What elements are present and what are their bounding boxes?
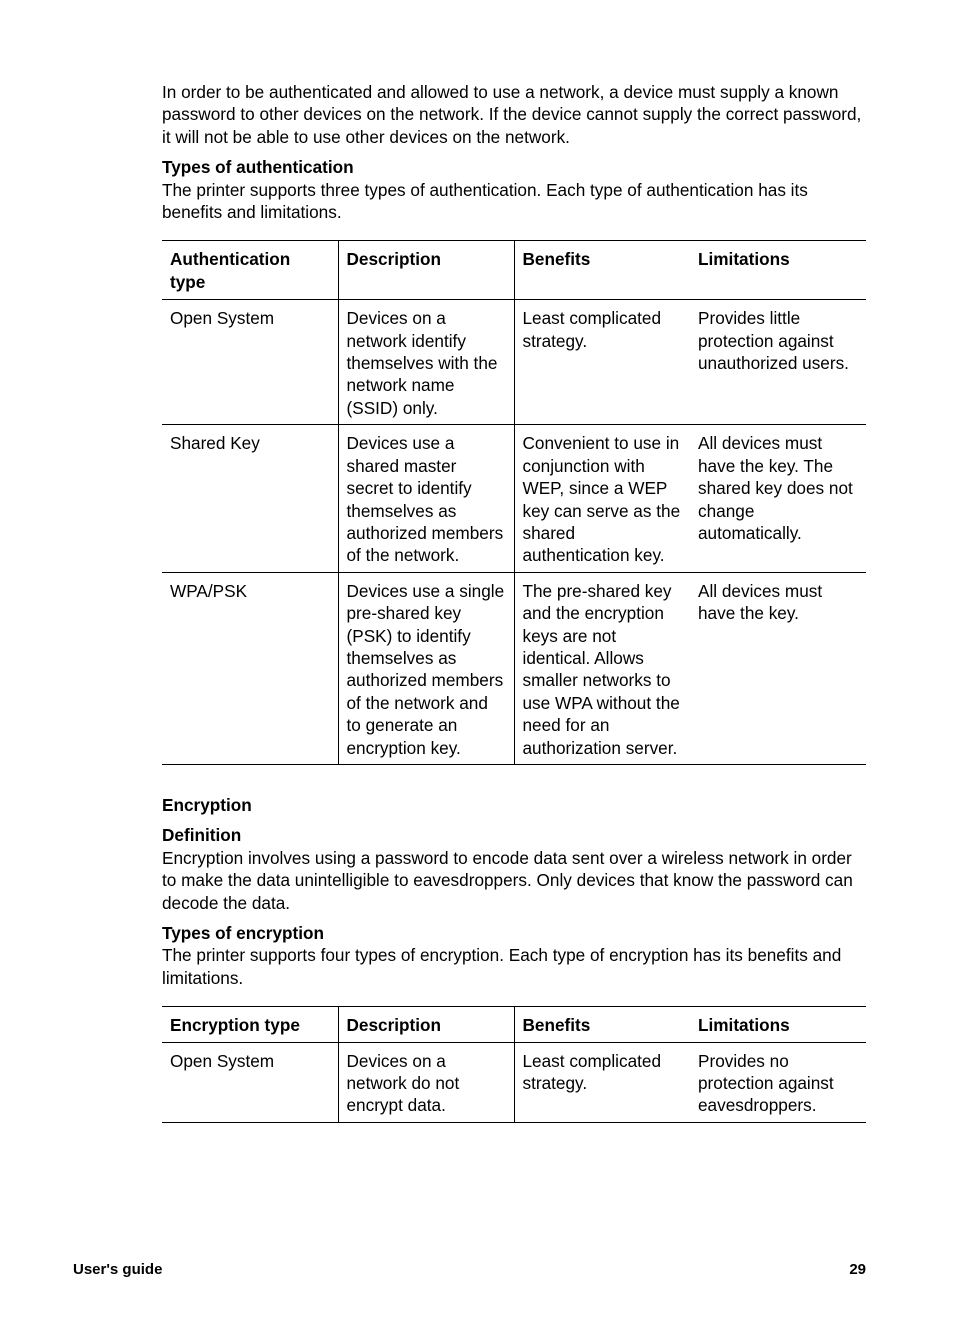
column-header: Description — [338, 1007, 514, 1042]
column-header: Limitations — [690, 1007, 866, 1042]
table-header-row — [162, 241, 866, 300]
table-cell: Devices use a single pre-shared key (PSK) to identify themselves as authorized members of the network and to generate an encryption key. — [338, 572, 514, 764]
encryption-heading: Encryption — [162, 794, 252, 815]
table-cell: Open System — [162, 1042, 338, 1122]
auth-types-heading: Types of authentication — [162, 157, 354, 178]
table-cell: Shared Key — [162, 425, 338, 572]
encryption-types-heading: Types of encryption — [162, 923, 325, 943]
column-header: Authentication type — [162, 241, 338, 300]
table-cell: Convenient to use in conjunction with WEP, since a WEP key can serve as the shared authentication key. — [514, 425, 690, 572]
column-header: Description — [338, 241, 514, 300]
definition-heading: Definition — [162, 825, 242, 846]
table-cell: WPA/PSK — [162, 572, 338, 764]
table-cell: Provides no protection against eavesdroppers. — [690, 1042, 866, 1122]
table-row — [162, 300, 866, 425]
encryption-table — [162, 1006, 866, 1123]
encryption-intro-paragraph: The printer supports four types of encryption. Each type of encryption has its benefits and limitations. — [162, 945, 842, 988]
column-header: Benefits — [514, 241, 690, 300]
footer-guide-title: User's guide — [73, 1261, 163, 1278]
table-cell: Devices on a network identify themselves with the network name (SSID) only. — [338, 300, 514, 425]
authentication-table — [162, 240, 866, 765]
page-content — [162, 81, 868, 1123]
auth-intro-paragraph: The printer supports three types of authentication. Each type of authentication has its benefits and limitations. — [162, 179, 808, 223]
table-row — [162, 1042, 866, 1122]
table-cell: All devices must have the key. The shared key does not change automatically. — [690, 425, 866, 572]
table-cell: Least complicated strategy. — [514, 1042, 690, 1122]
table-row — [162, 425, 866, 572]
table-cell: The pre-shared key and the encryption keys are not identical. Allows smaller networks to use WPA without the need for an authorization server. — [514, 572, 690, 764]
definition-paragraph: Encryption involves using a password to encode data sent over a wireless network in order to make the data unintelligible to eavesdroppers. Only devices that know the password can decode the data. — [162, 847, 853, 913]
column-header: Limitations — [690, 241, 866, 300]
intro-paragraph: In order to be authenticated and allowed to use a network, a device must supply a known password to other devices on the network. If the device cannot supply the correct password, it will not be able to use other devices on the network. — [162, 82, 862, 147]
table-cell: Devices on a network do not encrypt data. — [338, 1042, 514, 1122]
page-number: 29 — [849, 1261, 866, 1278]
table-cell: All devices must have the key. — [690, 572, 866, 764]
table-cell: Devices use a shared master secret to identify themselves as authorized members of the network. — [338, 425, 514, 572]
table-cell: Provides little protection against unauthorized users. — [690, 300, 866, 425]
column-header: Benefits — [514, 1007, 690, 1042]
table-header-row — [162, 1007, 866, 1042]
table-cell: Least complicated strategy. — [514, 300, 690, 425]
table-cell: Open System — [162, 300, 338, 425]
table-row — [162, 572, 866, 764]
column-header: Encryption type — [162, 1007, 338, 1042]
